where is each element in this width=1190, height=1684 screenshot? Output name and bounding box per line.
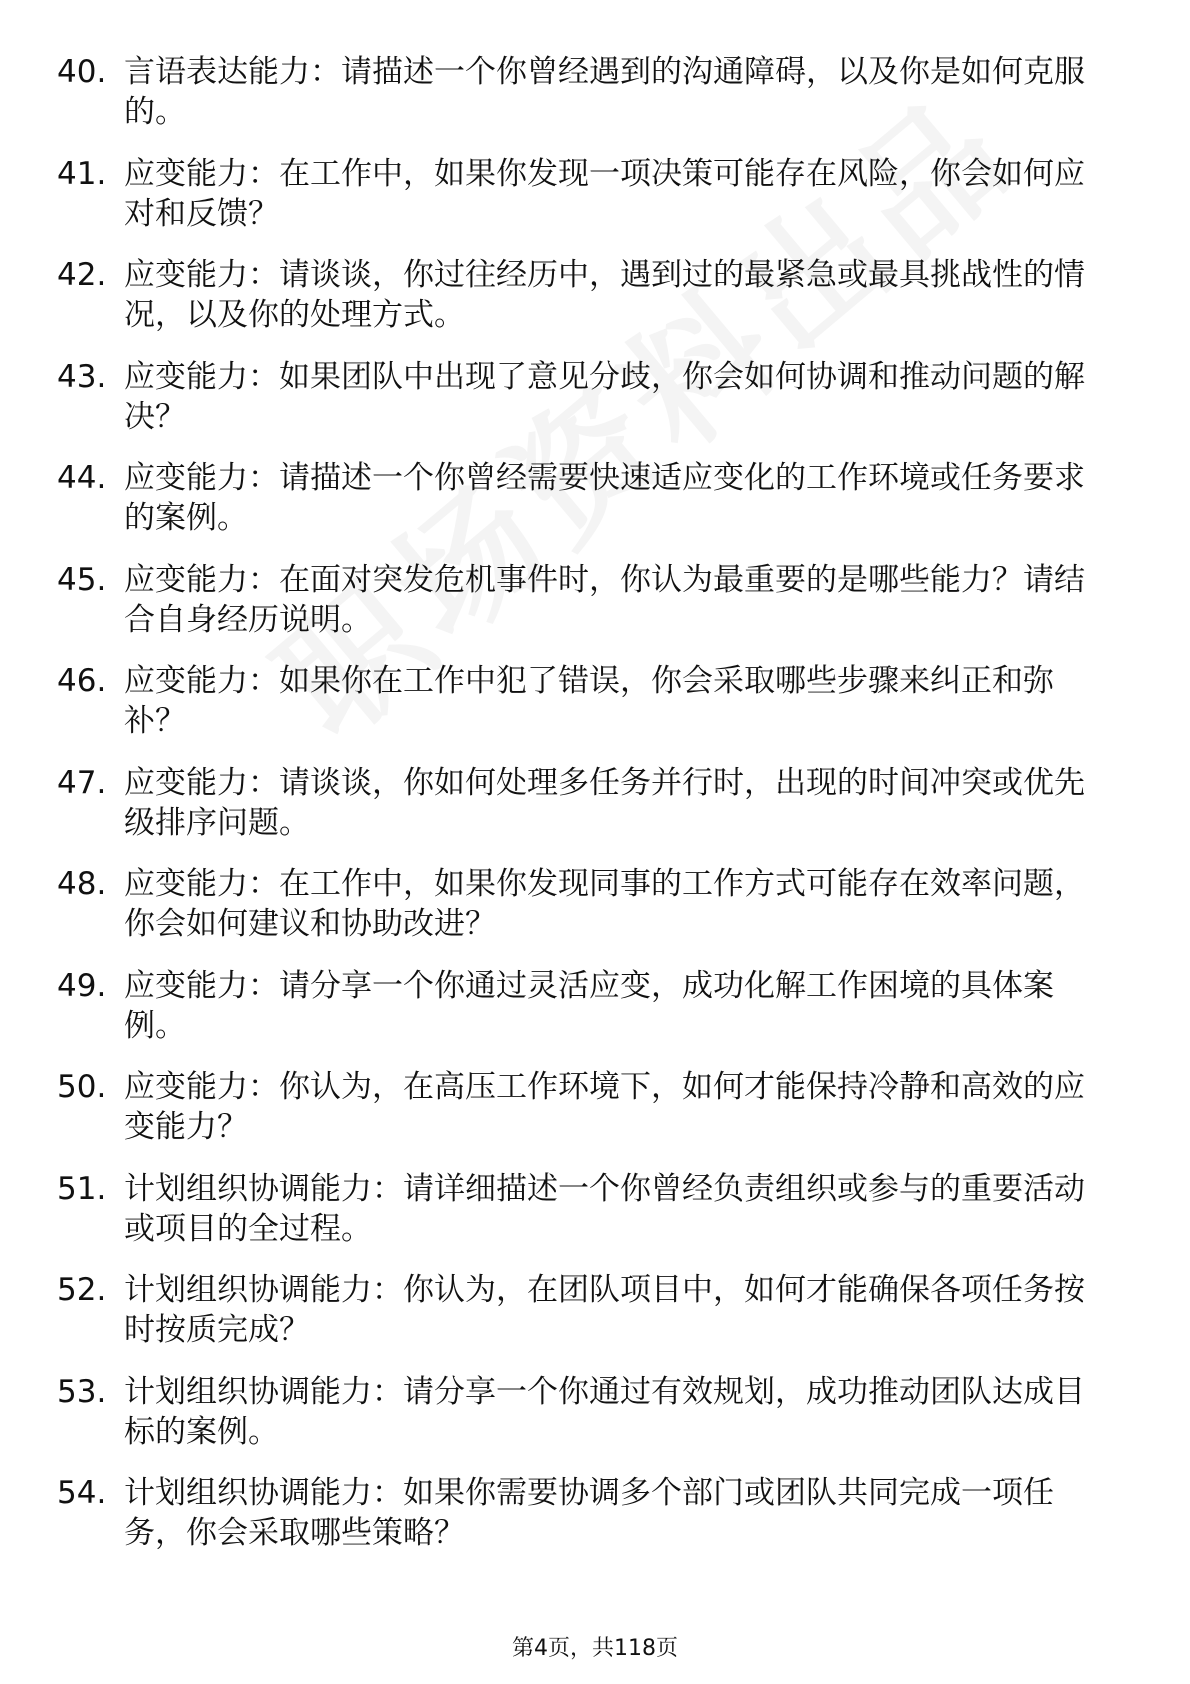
question-number: 50. — [57, 1069, 107, 1105]
question-number: 49. — [57, 967, 107, 1004]
question-text: 应变能力：请描述一个你曾经需要快速适应变化的工作环境或任务要求的案例。 — [124, 460, 1085, 536]
question-text: 应变能力：在工作中，如果你发现同事的工作方式可能存在效率问题，你会如何建议和协助改进？ — [124, 866, 1085, 942]
question-item — [0, 357, 1190, 459]
question-item — [0, 864, 1190, 966]
question-text: 应变能力：请分享一个你通过灵活应变，成功化解工作困境的具体案例。 — [124, 967, 1054, 1044]
question-list — [0, 52, 1190, 1575]
question-text: 言语表达能力：请描述一个你曾经遇到的沟通障碍，以及你是如何克服的。 — [124, 54, 1085, 130]
question-number: 45. — [57, 561, 107, 598]
question-text: 应变能力：如果你在工作中犯了错误，你会采取哪些步骤来纠正和弥补？ — [124, 663, 1054, 739]
question-item — [0, 1372, 1190, 1474]
question-text: 应变能力：你认为，在高压工作环境下，如何才能保持冷静和高效的应变能力？ — [124, 1069, 1085, 1145]
question-item — [0, 1473, 1190, 1575]
question-number: 51. — [57, 1170, 107, 1207]
question-number: 48. — [57, 866, 107, 902]
question-item — [0, 1169, 1190, 1271]
page-footer — [0, 1634, 1190, 1664]
question-item — [0, 1270, 1190, 1372]
question-number: 40. — [57, 54, 107, 90]
question-item — [0, 255, 1190, 357]
page-number-label: 第4页，共118页 — [512, 1636, 678, 1661]
question-number: 52. — [57, 1272, 107, 1308]
question-text: 应变能力：请谈谈，你如何处理多任务并行时，出现的时间冲突或优先级排序问题。 — [124, 764, 1085, 841]
question-text: 应变能力：在工作中，如果你发现一项决策可能存在风险，你会如何应对和反馈？ — [124, 155, 1085, 232]
question-number: 53. — [57, 1373, 107, 1410]
question-number: 42. — [57, 257, 107, 293]
question-number: 41. — [57, 155, 107, 192]
question-item — [0, 52, 1190, 154]
question-text: 计划组织协调能力：如果你需要协调多个部门或团队共同完成一项任务，你会采取哪些策略？ — [124, 1475, 1054, 1551]
question-item — [0, 458, 1190, 560]
question-number: 47. — [57, 764, 107, 801]
question-item — [0, 661, 1190, 763]
question-text: 计划组织协调能力：请详细描述一个你曾经负责组织或参与的重要活动或项目的全过程。 — [124, 1170, 1085, 1247]
question-item — [0, 763, 1190, 865]
question-text: 计划组织协调能力：请分享一个你通过有效规划，成功推动团队达成目标的案例。 — [124, 1373, 1085, 1450]
question-number: 44. — [57, 460, 107, 496]
question-number: 54. — [57, 1475, 107, 1511]
question-item — [0, 560, 1190, 662]
question-text: 应变能力：请谈谈，你过往经历中，遇到过的最紧急或最具挑战性的情况，以及你的处理方式。 — [124, 257, 1085, 333]
question-text: 应变能力：如果团队中出现了意见分歧，你会如何协调和推动问题的解决？ — [124, 358, 1085, 435]
question-text: 应变能力：在面对突发危机事件时，你认为最重要的是哪些能力？请结合自身经历说明。 — [124, 561, 1085, 638]
question-item — [0, 154, 1190, 256]
question-number: 46. — [57, 663, 107, 699]
question-number: 43. — [57, 358, 107, 395]
question-item — [0, 1067, 1190, 1169]
question-text: 计划组织协调能力：你认为，在团队项目中，如何才能确保各项任务按时按质完成？ — [124, 1272, 1085, 1348]
question-item — [0, 966, 1190, 1068]
